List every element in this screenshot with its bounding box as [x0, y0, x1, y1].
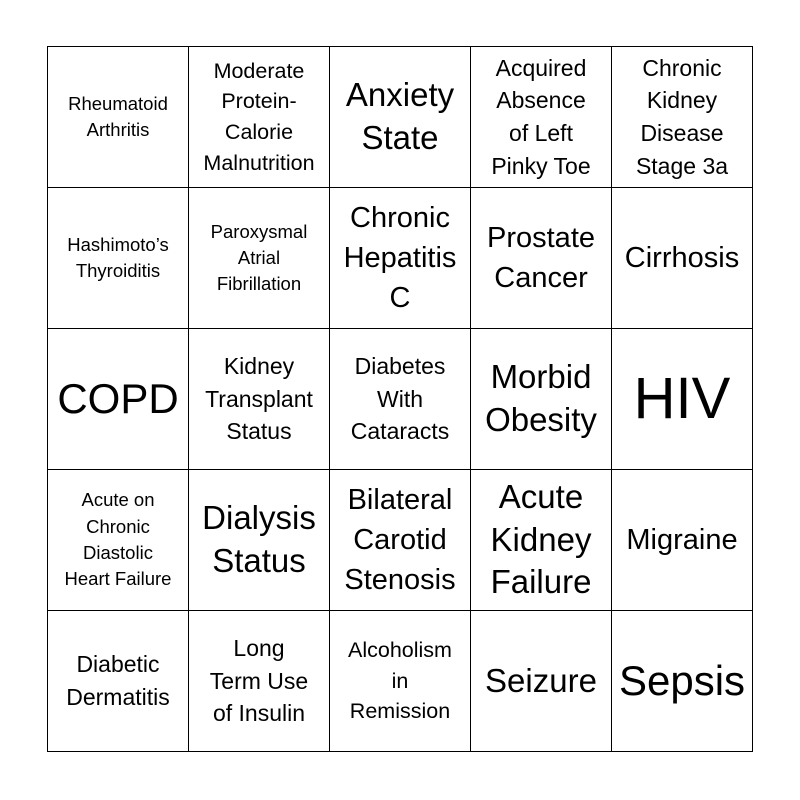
- bingo-cell[interactable]: [471, 470, 612, 611]
- cell-label: Rheumatoid Arthritis: [68, 92, 168, 140]
- bingo-cell[interactable]: [330, 47, 471, 188]
- bingo-cell[interactable]: [189, 329, 330, 470]
- cell-label: Acute on Chronic Diastolic Heart Failure: [64, 489, 172, 590]
- bingo-cell[interactable]: [189, 47, 330, 188]
- bingo-cell[interactable]: [471, 188, 612, 329]
- cell-label: Chronic Hepatitis C: [343, 201, 457, 314]
- bingo-cell[interactable]: [330, 329, 471, 470]
- bingo-cell[interactable]: [612, 188, 753, 329]
- bingo-cell[interactable]: [48, 47, 189, 188]
- bingo-cell[interactable]: [471, 47, 612, 188]
- bingo-cell[interactable]: [48, 188, 189, 329]
- cell-label: HIV: [633, 366, 731, 432]
- bingo-cell[interactable]: [612, 329, 753, 470]
- bingo-cell[interactable]: [330, 611, 471, 752]
- cell-label: COPD: [57, 374, 179, 422]
- bingo-cell[interactable]: [48, 329, 189, 470]
- bingo-cell[interactable]: [471, 611, 612, 752]
- bingo-cell[interactable]: [330, 470, 471, 611]
- bingo-cell[interactable]: [612, 470, 753, 611]
- cell-label: Cirrhosis: [624, 241, 740, 274]
- cell-label: Bilateral Carotid Stenosis: [344, 483, 456, 596]
- cell-label: Sepsis: [618, 656, 746, 704]
- cell-label: Kidney Transplant Status: [205, 353, 313, 445]
- cell-label: Prostate Cancer: [487, 221, 595, 294]
- cell-label: Paroxysmal Atrial Fibrillation: [210, 220, 308, 295]
- bingo-board: [47, 46, 753, 752]
- cell-label: Acute Kidney Failure: [490, 477, 592, 601]
- bingo-cell[interactable]: [189, 188, 330, 329]
- cell-label: Anxiety State: [345, 76, 455, 156]
- bingo-cell[interactable]: [330, 188, 471, 329]
- cell-label: Alcoholism in Remission: [348, 638, 452, 724]
- cell-label: Long Term Use of Insulin: [209, 635, 309, 727]
- cell-label: Morbid Obesity: [485, 358, 597, 438]
- cell-label: Chronic Kidney Disease Stage 3a: [635, 54, 729, 179]
- cell-label: Diabetes With Cataracts: [350, 353, 450, 445]
- bingo-cell[interactable]: [189, 611, 330, 752]
- cell-label: Moderate Protein- Calorie Malnutrition: [203, 58, 315, 175]
- cell-label: Acquired Absence of Left Pinky Toe: [491, 54, 591, 179]
- bingo-cell[interactable]: [189, 470, 330, 611]
- cell-label: Migraine: [626, 523, 738, 556]
- bingo-cell[interactable]: [612, 611, 753, 752]
- bingo-cell[interactable]: [612, 47, 753, 188]
- cell-label: Hashimoto’s Thyroiditis: [67, 233, 169, 281]
- cell-label: Dialysis Status: [202, 499, 316, 579]
- bingo-cell[interactable]: [471, 329, 612, 470]
- cell-label: Seizure: [485, 661, 597, 699]
- bingo-cell[interactable]: [48, 611, 189, 752]
- bingo-cell[interactable]: [48, 470, 189, 611]
- cell-label: Diabetic Dermatitis: [66, 651, 170, 710]
